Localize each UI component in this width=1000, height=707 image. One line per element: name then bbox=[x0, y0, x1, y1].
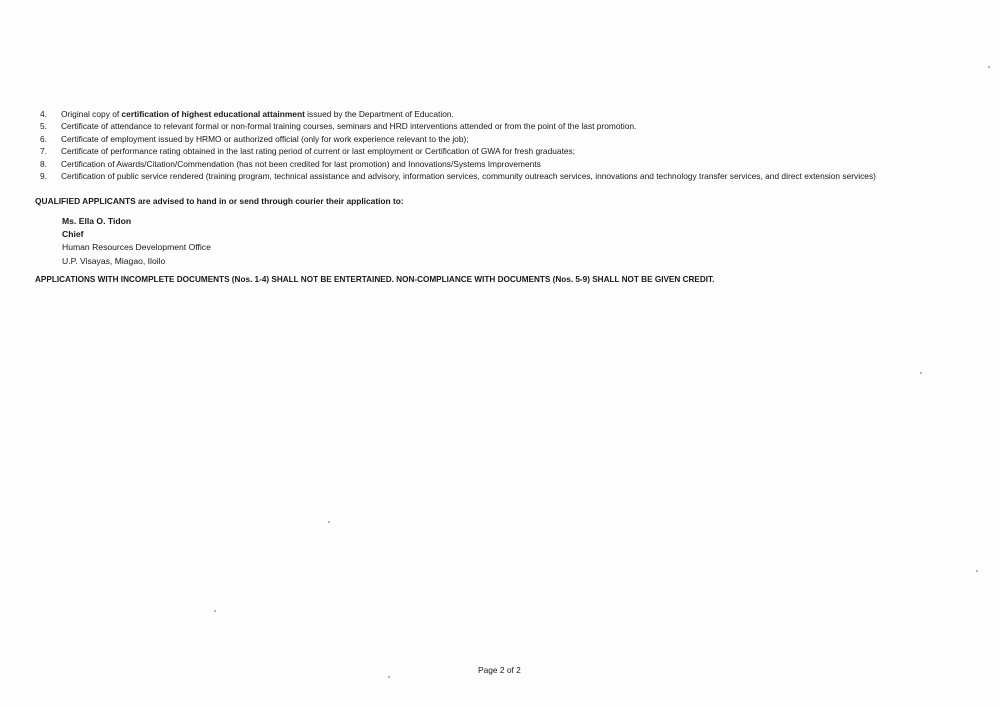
requirement-text: Certificate of attendance to relevant formal or non-formal training courses, seminars and HRD interventions attended or from the point of the last promotion. bbox=[61, 121, 637, 132]
requirement-text: Certificate of performance rating obtained in the last rating period of current or last employment or Certification of GWA for fresh graduates; bbox=[61, 146, 576, 157]
requirement-number: 7. bbox=[40, 146, 47, 157]
requirements-list bbox=[40, 108, 980, 182]
incomplete-documents-warning: APPLICATIONS WITH INCOMPLETE DOCUMENTS (Nos. 1-4) SHALL NOT BE ENTERTAINED. NON-COMPLIANCE WITH DOCUMENTS (Nos. 5-9) SHALL NOT BE GIVEN CREDIT. bbox=[35, 275, 715, 284]
requirement-text: Certification of public service rendered (training program, technical assistance and advisory, information services, community outreach services, innovations and technology transfer services, and direct extension services) bbox=[61, 171, 876, 182]
requirement-number: 9. bbox=[40, 171, 47, 182]
addressee-office: Human Resources Development Office bbox=[62, 242, 211, 253]
requirement-number: 4. bbox=[40, 109, 47, 119]
requirement-item bbox=[40, 158, 980, 170]
requirement-text: Certification of Awards/Citation/Commendation (has not been credited for last promotion) and Innovations/Systems Improvements bbox=[61, 158, 541, 169]
requirement-item bbox=[40, 120, 980, 132]
scan-speck bbox=[976, 570, 978, 572]
requirement-item bbox=[40, 133, 980, 145]
addressee-name: Ms. Ella O. Tidon bbox=[62, 216, 132, 226]
scan-speck bbox=[214, 610, 216, 612]
requirement-text: Certificate of employment issued by HRMO or authorized official (only for work experience relevant to the job); bbox=[61, 133, 469, 144]
addressee-block bbox=[62, 215, 211, 268]
requirement-item bbox=[40, 145, 980, 157]
scan-speck bbox=[328, 521, 330, 523]
addressee-title: Chief bbox=[62, 229, 84, 240]
page-number: Page 2 of 2 bbox=[478, 665, 521, 675]
requirement-number: 8. bbox=[40, 158, 47, 169]
addressee-address: U.P. Visayas, Miagao, Iloilo bbox=[62, 255, 166, 266]
requirement-text: Original copy of certification of highest educational attainment issued by the Department of Education. bbox=[61, 109, 454, 119]
requirement-number: 6. bbox=[40, 133, 47, 144]
requirement-item bbox=[40, 108, 980, 120]
requirement-item bbox=[40, 170, 980, 182]
qualified-applicants-notice: QUALIFIED APPLICANTS are advised to hand in or send through courier their application to: bbox=[35, 196, 404, 206]
scan-speck bbox=[988, 66, 990, 68]
requirement-number: 5. bbox=[40, 121, 47, 132]
scan-speck bbox=[920, 372, 922, 374]
scan-speck bbox=[388, 676, 390, 678]
